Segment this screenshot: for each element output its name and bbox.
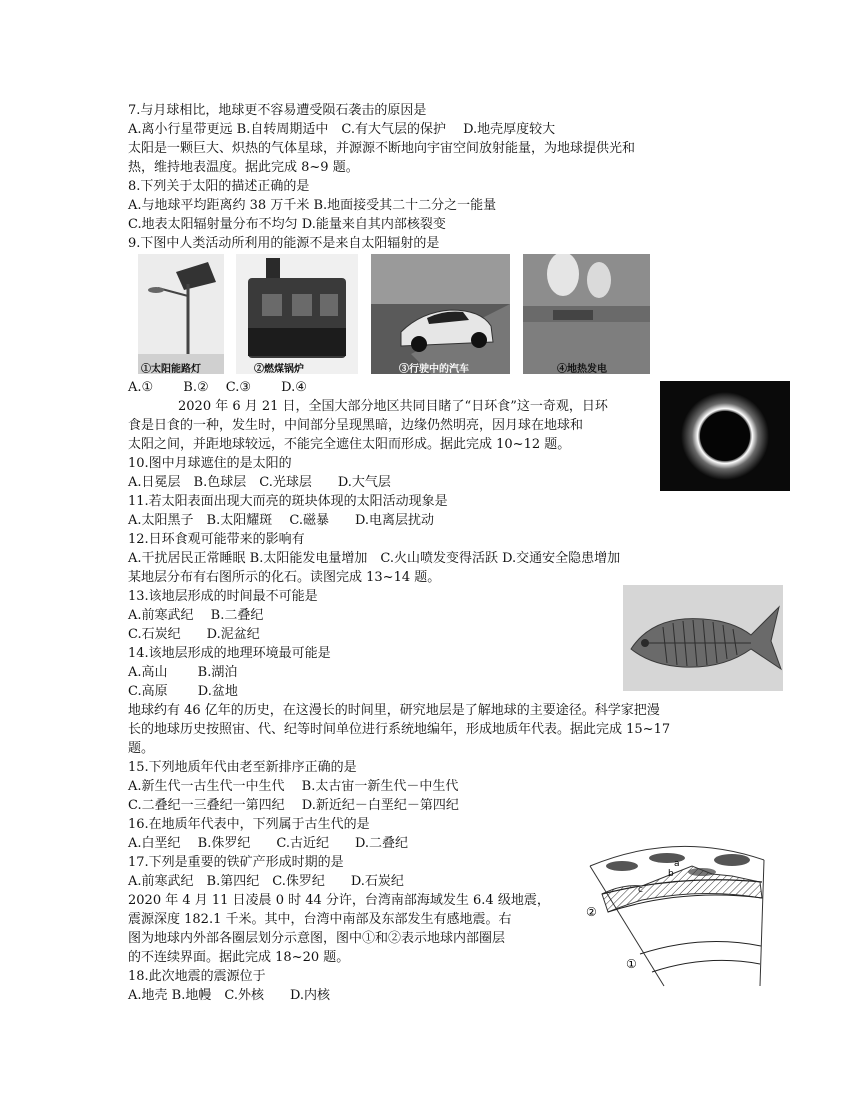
diagram-label-a: a	[674, 859, 680, 869]
q14-options-a: A.高山 B.湖泊	[128, 665, 238, 680]
intro-15-17-line1: 地球约有 46 亿年的历史，在这漫长的时间里，研究地层是了解地球的主要途径。科学家把漫	[128, 703, 660, 718]
q13-options-a: A.前寒武纪 B.二叠纪	[128, 608, 264, 623]
annular-eclipse-photo	[660, 381, 790, 491]
intro-15-17-line3: 题。	[128, 741, 155, 756]
q13-stem: 13.该地层形成的时间最不可能是	[128, 589, 318, 604]
q15-options-b: C.二叠纪一三叠纪一第四纪 D.新近纪－白垩纪－第四纪	[128, 798, 459, 813]
intro-10-12-line1: 2020 年 6 月 21 日，全国大部分地区共同目睹了“日环食”这一奇观，日环	[178, 399, 608, 414]
intro-18-20-line1: 2020 年 4 月 11 日凌晨 0 时 44 分许，台湾南部海域发生 6.4 级地震，	[128, 893, 550, 908]
intro-8-9-line2: 热，维持地表温度。据此完成 8~9 题。	[128, 160, 359, 175]
q9-options: A.① B.② C.③ D.④	[128, 380, 307, 395]
q15-options-a: A.新生代一古生代一中生代 B.太古宙一新生代－中生代	[128, 779, 459, 794]
intro-10-12-line3: 太阳之间，并距地球较远，不能完全遮住太阳而形成。据此完成 10~12 题。	[128, 437, 571, 452]
diagram-label-2: ②	[586, 905, 597, 919]
intro-13-14: 某地层分布有右图所示的化石。读图完成 13~14 题。	[128, 570, 441, 585]
caption-4: ④地热发电	[557, 364, 607, 374]
q8-options-b: C.地表太阳辐射量分布不均匀 D.能量来自其内部核裂变	[128, 217, 446, 232]
coal-boiler-photo	[236, 254, 358, 374]
diagram-label-c: c	[638, 885, 643, 895]
intro-10-12-line2: 食是日食的一种，发生时，中间部分呈现黑暗，边缘仍然明亮，因月球在地球和	[128, 418, 584, 433]
q13-options-b: C.石炭纪 D.泥盆纪	[128, 627, 260, 642]
caption-1: ①太阳能路灯	[141, 364, 201, 374]
geothermal-photo	[523, 254, 650, 374]
intro-18-20-line4: 的不连续界面。据此完成 18~20 题。	[128, 950, 350, 965]
q16-options: A.白垩纪 B.侏罗纪 C.古近纪 D.二叠纪	[128, 836, 409, 851]
q10-stem: 10.图中月球遮住的是太阳的	[128, 456, 292, 471]
q8-options-a: A.与地球平均距离约 38 万千米 B.地面接受其二十二分之一能量	[128, 198, 497, 213]
q12-options: A.干扰居民正常睡眠 B.太阳能发电量增加 C.火山喷发变得活跃 D.交通安全隐患增加	[128, 551, 621, 566]
intro-15-17-line2: 长的地球历史按照宙、代、纪等时间单位进行系统地编年，形成地质年代表。据此完成 15~17	[128, 722, 671, 737]
q16-stem: 16.在地质年代表中，下列属于古生代的是	[128, 817, 370, 832]
caption-2: ②燃煤锅炉	[254, 364, 304, 374]
q18-options: A.地壳 B.地幔 C.外核 D.内核	[128, 988, 331, 1003]
q11-stem: 11.若太阳表面出现大而亮的斑块体现的太阳活动现象是	[128, 494, 448, 509]
q7-stem: 7.与月球相比，地球更不容易遭受陨石袭击的原因是	[128, 103, 427, 118]
q14-stem: 14.该地层形成的地理环境最可能是	[128, 646, 331, 661]
q9-stem: 9.下图中人类活动所利用的能源不是来自太阳辐射的是	[128, 236, 440, 251]
q8-stem: 8.下列关于太阳的描述正确的是	[128, 179, 310, 194]
q18-stem: 18.此次地震的震源位于	[128, 969, 266, 984]
q15-stem: 15.下列地质年代由老至新排序正确的是	[128, 760, 357, 775]
q14-options-b: C.高原 D.盆地	[128, 684, 238, 699]
q11-options: A.太阳黑子 B.太阳耀斑 C.磁暴 D.电离层扰动	[128, 513, 435, 528]
q12-stem: 12.日环食观可能带来的影响有	[128, 532, 305, 547]
intro-18-20-line2: 震源深度 182.1 千米。其中，台湾中南部及东部发生有感地震。右	[128, 912, 512, 927]
caption-3: ③行驶中的汽车	[399, 364, 469, 374]
q17-stem: 17.下列是重要的铁矿产形成时期的是	[128, 855, 344, 870]
diagram-label-b: b	[668, 869, 674, 879]
solar-street-lamp-photo	[138, 254, 224, 374]
intro-8-9-line1: 太阳是一颗巨大、炽热的气体星球，并源源不断地向宇宙空间放射能量，为地球提供光和	[128, 141, 636, 156]
diagram-label-1: ①	[626, 957, 637, 971]
earth-layers-diagram	[582, 836, 772, 988]
q10-options: A.日冕层 B.色球层 C.光球层 D.大气层	[128, 475, 391, 490]
car-photo	[371, 254, 510, 374]
fish-fossil-photo	[623, 585, 783, 691]
intro-18-20-line3: 图为地球内外部各圈层划分示意图，图中①和②表示地球内部圈层	[128, 931, 506, 946]
q17-options: A.前寒武纪 B.第四纪 C.侏罗纪 D.石炭纪	[128, 874, 404, 889]
q7-options: A.离小行星带更远 B.自转周期适中 C.有大气层的保护 D.地壳厚度较大	[128, 122, 556, 137]
